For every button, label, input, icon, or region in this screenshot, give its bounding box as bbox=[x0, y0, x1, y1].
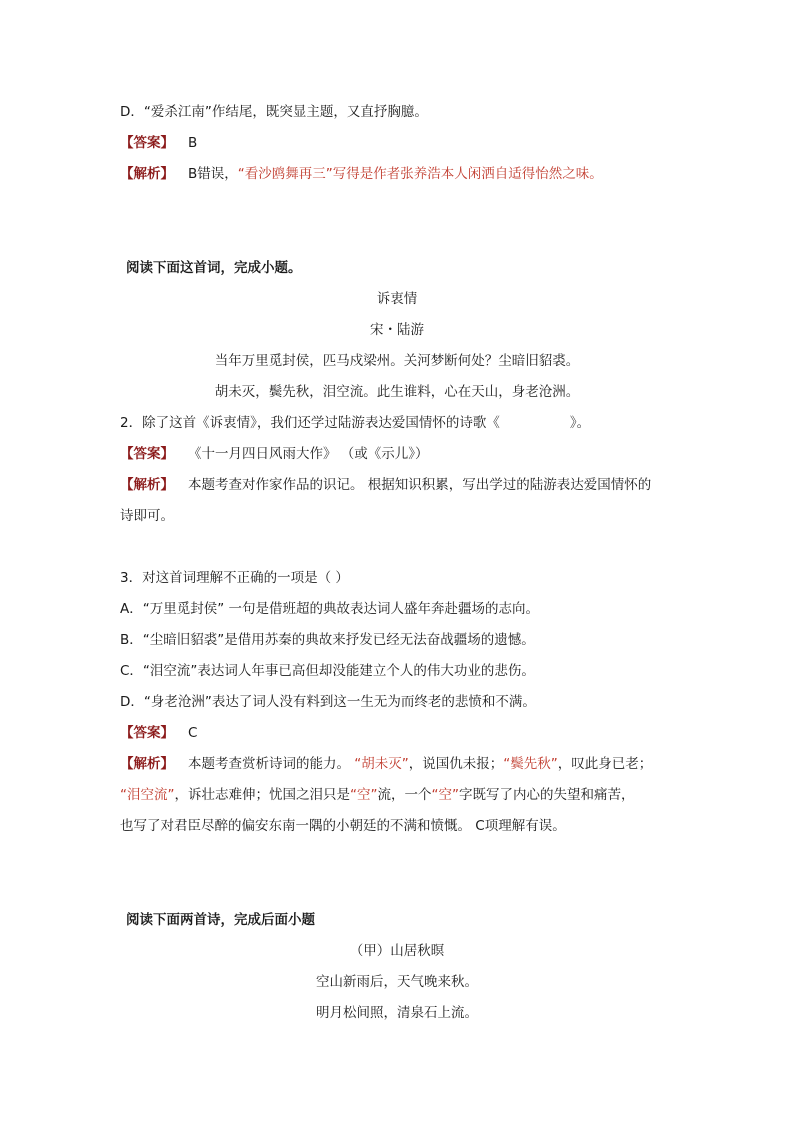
q2-question-a: 2．除了这首《诉衷情》，我们还学过陆游表达爱国情怀的诗歌《 bbox=[120, 415, 500, 431]
prev-analysis-row bbox=[120, 164, 603, 184]
poem-line-1: 当年万里觅封侯，匹马戍梁州。关河梦断何处？尘暗旧貂裘。 bbox=[214, 353, 580, 369]
poem2-line-1: 空山新雨后，天气晚来秋。 bbox=[316, 974, 478, 990]
poem-author: 宋・陆游 bbox=[370, 322, 424, 338]
q3-analysis-b4: 流，一个 bbox=[377, 787, 432, 803]
analysis-tag: 【解析】 bbox=[120, 477, 174, 493]
q3-analysis-row bbox=[120, 754, 652, 774]
q2-analysis-row bbox=[120, 475, 651, 495]
poem2-line-2: 明月松间照，清泉石上流。 bbox=[316, 1005, 478, 1021]
q3-quote-bin: “鬓先秋” bbox=[503, 756, 558, 772]
prev-answer-row bbox=[120, 133, 197, 153]
answer-tag: 【答案】 bbox=[120, 725, 174, 741]
poem-title: 诉衷情 bbox=[376, 291, 418, 307]
poem-line-2: 胡未灭，鬓先秋，泪空流。此生谁料，心在天山，身老沧洲。 bbox=[214, 384, 580, 400]
q3-option-d: D．“身老沧洲”表达了词人没有料到这一生无为而终老的悲愤和不满。 bbox=[120, 694, 536, 710]
q3-analysis-a3: ，说国仇未报； bbox=[408, 756, 504, 772]
prev-analysis-highlight: “看沙鸥舞再三”写得是作者张养浩本人闲洒自适得怡然之味。 bbox=[237, 166, 603, 182]
prev-answer: B bbox=[188, 135, 198, 151]
answer-tag: 【答案】 bbox=[120, 446, 174, 462]
section2-instruction: 阅读下面两首诗，完成后面小题 bbox=[126, 912, 315, 928]
section1-instruction: 阅读下面这首词，完成小题。 bbox=[126, 260, 302, 276]
q3-quote-kong-1: “空” bbox=[350, 787, 378, 803]
q2-question-b: 》。 bbox=[569, 415, 591, 431]
q3-analysis-a5: ，叹此身已老； bbox=[557, 756, 653, 772]
q3-option-a: A．“万里觅封侯” 一句是借班超的典故表达词人盛年奔赴疆场的志向。 bbox=[120, 601, 540, 617]
q3-option-c: C．“泪空流”表达词人年事已高但却没能建立个人的伟大功业的悲伤。 bbox=[120, 663, 535, 679]
analysis-tag: 【解析】 bbox=[120, 166, 174, 182]
q3-analysis-row2 bbox=[120, 785, 635, 805]
q3-answer: C bbox=[188, 725, 198, 741]
q3-analysis-b6: 字既写了内心的失望和痛苦， bbox=[459, 787, 635, 803]
q3-quote-kong-2: “空” bbox=[431, 787, 459, 803]
analysis-tag: 【解析】 bbox=[120, 756, 174, 772]
answer-tag: 【答案】 bbox=[120, 135, 174, 151]
q3-analysis-row3: 也写了对君臣尽醉的偏安东南一隅的小朝廷的不满和愤慨。 C项理解有误。 bbox=[120, 818, 566, 834]
q3-question: 3．对这首词理解不正确的一项是（ ） bbox=[120, 570, 349, 586]
q3-option-b: B．“尘暗旧貂裘”是借用苏秦的典故来抒发已经无法奋战疆场的遗憾。 bbox=[120, 632, 535, 648]
q2-analysis-line2: 诗即可。 bbox=[120, 508, 174, 524]
q3-analysis-b2: ，诉壮志难伸；忧国之泪只是 bbox=[174, 787, 350, 803]
q2-analysis-line1: 本题考查对作家作品的识记。 根据知识积累，写出学过的陆游表达爱国情怀的 bbox=[188, 477, 652, 493]
q3-analysis-a1: 本题考查赏析诗词的能力。 bbox=[188, 756, 355, 772]
q2-answer: 《十一月四日风雨大作》 （或《示儿》） bbox=[188, 446, 429, 462]
q3-quote-hu: “胡未灭” bbox=[354, 756, 409, 772]
q3-answer-row bbox=[120, 723, 197, 743]
poem2-title: （甲）山居秋暝 bbox=[349, 943, 445, 959]
q2-question bbox=[120, 413, 590, 433]
q3-quote-lei: “泪空流” bbox=[120, 787, 175, 803]
prev-option-d: D．“爱杀江南”作结尾，既突显主题，又直抒胸臆。 bbox=[120, 104, 428, 120]
prev-analysis-prefix: B错误， bbox=[188, 166, 238, 182]
q2-answer-row bbox=[120, 444, 429, 464]
